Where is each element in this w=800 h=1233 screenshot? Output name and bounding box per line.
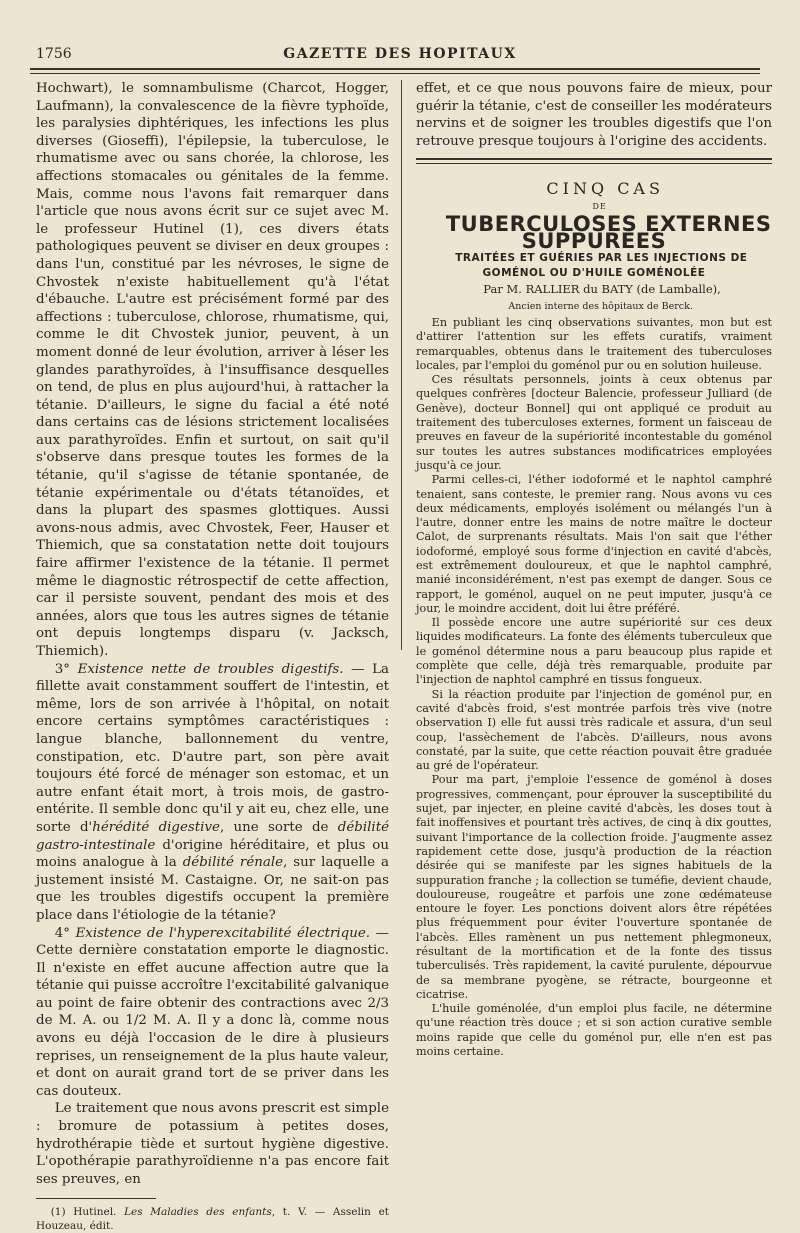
left-column xyxy=(36,80,389,1233)
paragraph-digestive: 3° Existence nette de troubles digestifs. — La fillette avait constamment souffert de l'intestin, et même, lors de son arrivée à l'hôpital, on notait encore certains symptômes caractéristiques : langue blanche, ballonnement du ventre, constipation, etc. D'autre part, son père avait toujours été forcé de ménager son estomac, et un autre enfant était mort, à trois mois, de gastro-entérite. Il semble donc qu'il y ait eu, chez elle, une sorte d'hérédité digestive, une sorte de débilité gastro-intestinale d'origine héréditaire, et plus ou moins analogue à la débilité rénale, sur laquelle a justement insisté M. Castaigne. Or, ne sait-on pas que les troubles digestifs occupent la première place dans l'étiologie de la tétanie? xyxy=(36,661,390,923)
paragraph: Pour ma part, j'emploie l'essence de goménol à doses progressives, commençant, pour éprouver la susceptibilité du sujet, par injecter, en pleine cavité d'abcès, les doses tout à fait inoffensives et pourtant très actives, de cinq à dix gouttes, suivant l'importance de la collection froide. J'augmente assez rapidement cette dose, jusqu'à production de la réaction désirée qui se manifeste par les signes habituels de la suppuration franche ; la collection se tuméfie, devient chaude, douloureuse, rougeâtre et parfois une zone œdémateuse entoure le foyer. Les ponctions doivent alors être répétées plus fréquemment pour éviter l'ouverture spontanée de l'abcès. Elles ramènent un pus nettement phlegmoneux, résultant de la mortification et de la fonte des tissus tuberculisés. Très rapidement, la cavité purulente, dépourvue de sa membrane pyogène, se rétracte, bourgeonne et cicatrise. xyxy=(416,773,772,1001)
paragraph-electric: 4° Existence de l'hyperexcitabilité électrique. — Cette dernière constatation emporte le diagnostic. Il n'existe en effet aucune affection autre que la tétanie qui puisse accroître l'excitabilité galvanique au point de faire obtenir des contractions avec 2/3 de M. A. ou 1/2 M. A. Il y a donc là, comme nous avons eu déjà l'occasion de le dire à plusieurs reprises, un renseignement de la plus haute valeur, et dont on aurait grand tort de se priver dans les cas douteux. xyxy=(36,925,389,1099)
paragraph: Si la réaction produite par l'injection de goménol pur, en cavité d'abcès froid, s'est montrée parfois très vive (notre observation I) elle fut aussi très radicale et assura, d'un seul coup, l'assèchement de l'abcès. D'ailleurs, nous avons constaté, par la suite, que cette réaction pouvait être graduée au gré de l'opérateur. xyxy=(416,687,772,773)
page-number: 1756 xyxy=(36,46,72,62)
article-author: Par M. RALLIER du BATY (de Lamballe), xyxy=(483,281,721,296)
paragraph: En publiant les cinq observations suivantes, mon but est d'attirer l'attention sur les effets curatifs, vraiment remarquables, obtenus dans le traitement des tuberculoses locales, par l'emploi du goménol pur ou en solution huileuse. xyxy=(416,315,772,372)
paragraph: Le traitement que nous avons prescrit est simple : bromure de potassium à petites doses, hydrothérapie tiède et surtout hygiène digestive. L'opothérapie parathyroïdienne n'a pas encore fait ses preuves, en xyxy=(36,1101,389,1187)
paragraph: L'huile goménolée, d'un emploi plus facile, ne détermine qu'une réaction très douce ; et si son action curative semble moins rapide que celle du goménol pur, elle n'en est pas moins certaine. xyxy=(416,1002,772,1059)
author-affiliation: Ancien interne des hôpitaux de Berck. xyxy=(508,301,693,313)
section-heading: Existence de l'hyperexcitabilité électrique. xyxy=(75,925,371,941)
article-connector: DE xyxy=(592,201,607,211)
journal-title: GAZETTE DES HOPITAUX xyxy=(283,46,517,62)
footnote: (1) Hutinel. Les Maladies des enfants, t. V. — Asselin et Houzeau, édit. xyxy=(36,1206,390,1233)
article-body xyxy=(416,316,772,1059)
right-column xyxy=(416,80,772,1059)
paragraph: Ces résultats personnels, joints à ceux obtenus par quelques confrères [docteur Balencie, professeur Julliard (de Genève), docteur Bonnel] qui ont appliqué ce produit au traitement des tuberculoses externes, forment un faisceau de preuves en faveur de la supériorité incontestable du goménol sur toutes les autres substances modificatrices employées jusqu'à ce jour. xyxy=(416,373,772,472)
paragraph: Il possède encore une autre supériorité sur ces deux liquides modificateurs. La fonte des éléments tuberculeux que le goménol détermine nous a paru beaucoup plus rapide et complète que celle, déjà très remarquable, produite par l'injection de naphtol camphré en tissus fongueux. xyxy=(416,616,772,687)
article-kicker: CINQ CAS xyxy=(546,179,664,199)
running-head xyxy=(36,46,764,66)
paragraph: Parmi celles-ci, l'éther iodoformé et le naphtol camphré tenaient, sans conteste, le premier rang. Nous avons vu ces deux médicaments, employés isolément ou mélangés l'un à l'autre, donner entre les mains de notre maître le docteur Calot, de surprenants résultats. Mais l'on sait que l'éther iodoformé, employé sous forme d'injection en cavité d'abcès, est extrêmement douloureux, et que le naphtol camphré, manié inconsidérément, n'est pas exempt de danger. Sous ce rapport, le goménol, auquel on ne peut imputer, jusqu'à ce jour, le moindre accident, doit lui être préféré. xyxy=(416,473,772,615)
column-divider xyxy=(401,80,402,650)
paragraph: effet, et ce que nous pouvons faire de mieux, pour guérir la tétanie, c'est de conseiller les modérateurs nervins et de soigner les troubles digestifs que l'on retrouve presque toujours à l'origine des accidents. xyxy=(416,81,772,149)
paragraph: Hochwart), le somnambulisme (Charcot, Hogger, Laufmann), la convalescence de la fièvre typhoïde, les paralysies diphtériques, les infections les plus diverses (Gioseffi), l'épilepsie, la tuberculose, le rhumatisme avec ou sans chorée, la chlorose, les affections stomacales ou génitales de la femme. Mais, comme nous l'avons fait remarquer dans l'article que nous avons écrit sur ce sujet avec M. le professeur Hutinel (1), ces divers états pathologiques peuvent se diviser en deux groupes : dans l'un, constitué par les névroses, le signe de Chvostek n'existe habituellement qu'à l'état d'ébauche. L'autre est précisément formé par des affections : tuberculose, chlorose, rhumatisme, qui, comme le dit Chvostek junior, peuvent, à un moment donné de leur évolution, arriver à léser les glandes parathyroïdes, à l'insuffisance desquelles on tend, de plus en plus aujourd'hui, à rattacher la tétanie. D'ailleurs, le signe du facial a été noté dans certains cas de lésions strictement localisées aux parathyroïdes. Enfin et surtout, on sait qu'il s'observe dans presque toutes les formes de la tétanie, qu'il s'agisse de tétanie spontanée, de tétanie expérimentale ou d'états tétanoïdes, et dans la plupart des spasmes glottiques. Aussi avons-nous admis, avec Chvostek, Feer, Hauser et Thiemich, que sa constatation nette doit toujours faire affirmer l'existence de la tétanie. Il permet même le diagnostic rétrospectif de cette affection, car il persiste souvent, pendant des mois et des années, alors que tous les autres signes de tétanie ont depuis longtemps disparu (v. Jacksch, Thiemich). xyxy=(36,81,389,659)
article-rule xyxy=(416,158,772,164)
footnote-rule xyxy=(36,1198,156,1199)
header-rule xyxy=(30,68,760,74)
article-subtitle: TRAITÉES ET GUÉRIES PAR LES INJECTIONS DE GOMÉNOL OU D'HUILE GOMÉNOLÉE xyxy=(455,251,748,279)
article-title: TUBERCULOSES EXTERNES SUPPURÉES xyxy=(445,211,772,254)
section-heading: Existence nette de troubles digestifs. xyxy=(77,661,344,677)
